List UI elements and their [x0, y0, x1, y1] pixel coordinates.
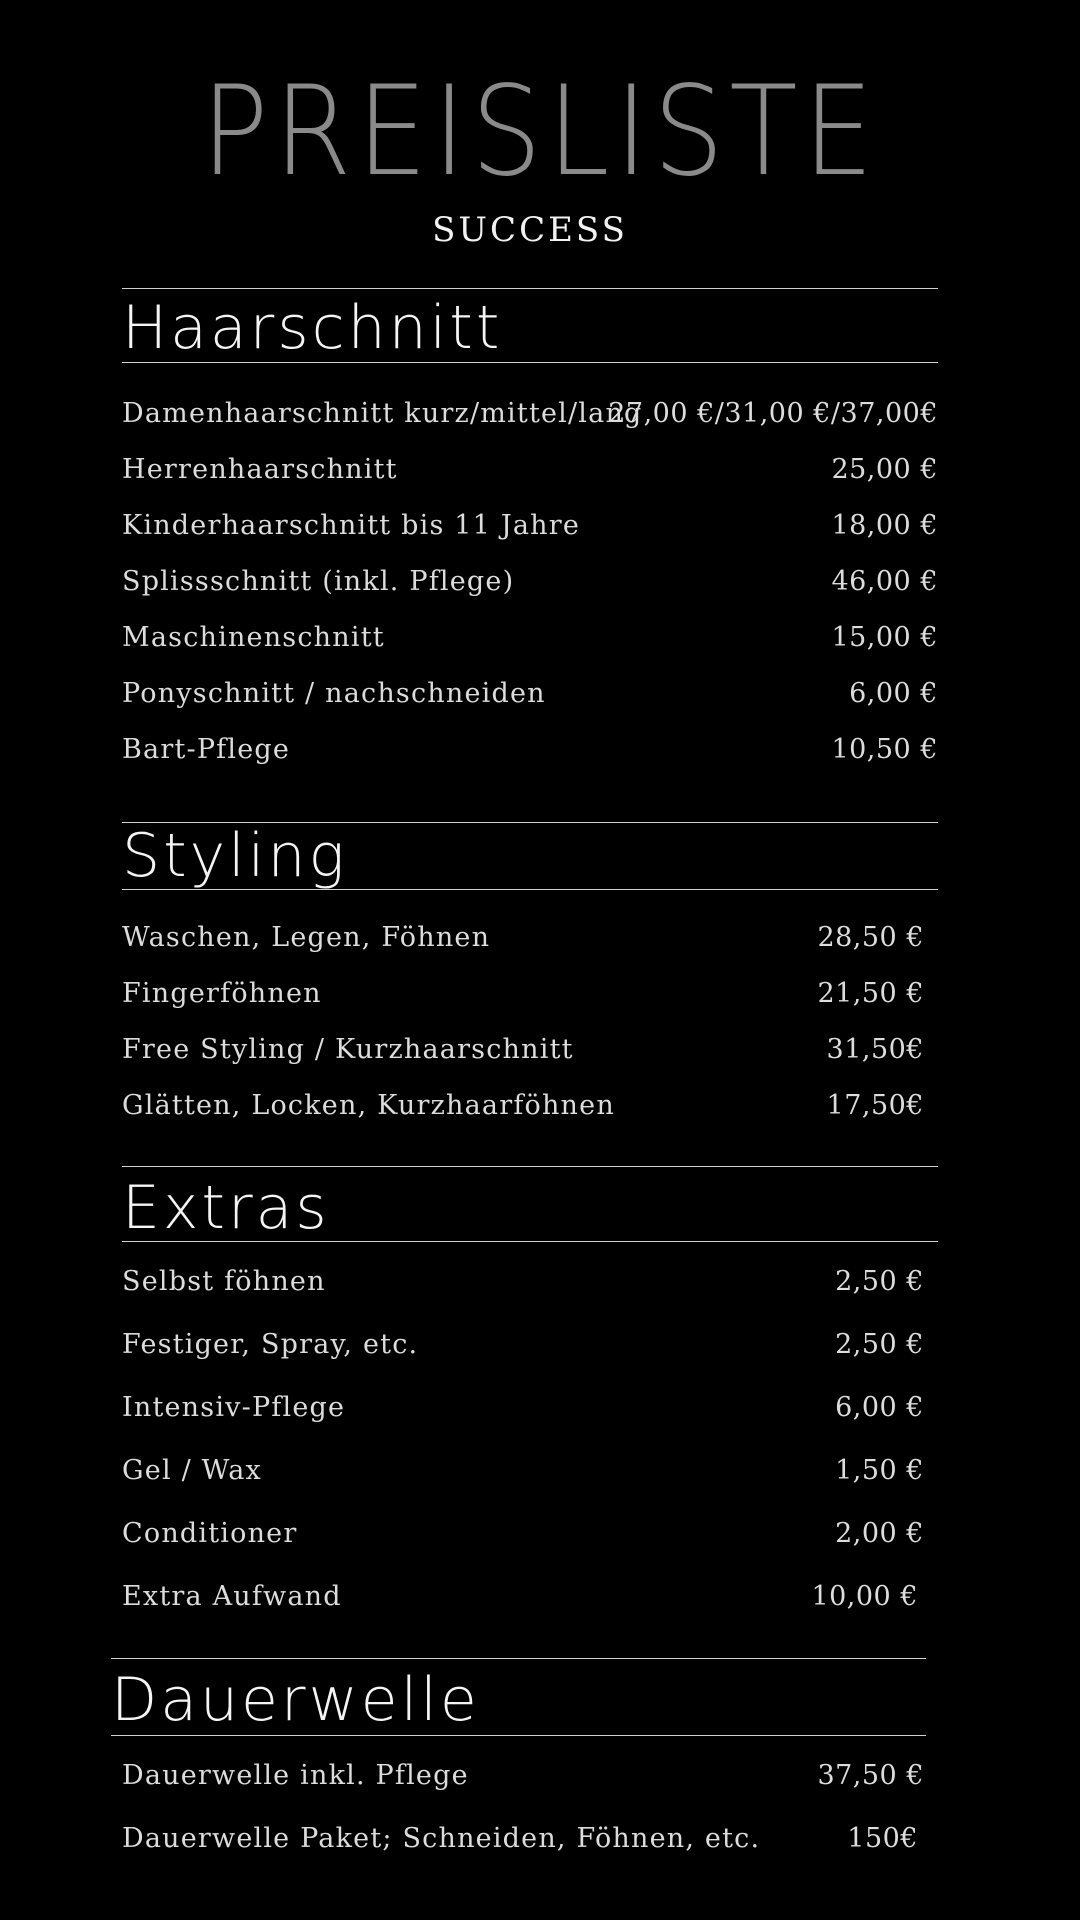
item-name: Herrenhaarschnitt — [122, 454, 398, 485]
section-title: Styling — [122, 821, 348, 891]
list-item — [122, 918, 924, 958]
item-price: 31,50€ — [826, 1034, 924, 1065]
list-item — [122, 1086, 924, 1126]
section-title: Extras — [122, 1173, 330, 1243]
item-name: Bart-Pflege — [122, 734, 291, 765]
item-price: 6,00 € — [849, 678, 938, 709]
list-item — [122, 974, 924, 1014]
page-title: PREISLISTE — [201, 60, 879, 204]
item-name: Glätten, Locken, Kurzhaarföhnen — [122, 1090, 615, 1121]
section-top-rule — [122, 1166, 938, 1167]
item-name: Dauerwelle inkl. Pflege — [122, 1760, 469, 1791]
item-name: Damenhaarschnitt kurz/mittel/lang — [122, 398, 643, 429]
item-name: Selbst föhnen — [122, 1266, 326, 1297]
list-item — [122, 1262, 924, 1302]
item-name: Gel / Wax — [122, 1455, 262, 1486]
item-price: 18,00 € — [831, 510, 938, 541]
item-name: Fingerföhnen — [122, 978, 322, 1009]
item-name: Intensiv-Pflege — [122, 1392, 346, 1423]
list-item — [122, 506, 938, 546]
item-name: Splissschnitt (inkl. Pflege) — [122, 566, 515, 597]
list-item — [122, 730, 938, 770]
list-item — [122, 618, 938, 658]
list-item — [122, 1819, 918, 1859]
list-item — [122, 450, 938, 490]
list-item — [122, 1514, 924, 1554]
item-name: Ponyschnitt / nachschneiden — [122, 678, 546, 709]
item-price: 10,00 € — [811, 1581, 918, 1612]
item-price: 21,50 € — [817, 978, 924, 1009]
item-price: 37,50 € — [817, 1760, 924, 1791]
item-price: 27,00 €/31,00 €/37,00€ — [608, 398, 938, 429]
list-item — [122, 1325, 924, 1365]
item-name: Kinderhaarschnitt bis 11 Jahre — [122, 510, 581, 541]
item-name: Dauerwelle Paket; Schneiden, Föhnen, etc. — [122, 1823, 761, 1854]
item-price: 46,00 € — [831, 566, 938, 597]
list-item — [122, 1030, 924, 1070]
salon-name: SUCCESS — [432, 210, 628, 250]
list-item — [122, 1577, 918, 1617]
item-price: 150€ — [847, 1823, 918, 1854]
list-item — [122, 394, 938, 434]
item-name: Conditioner — [122, 1518, 298, 1549]
item-price: 6,00 € — [835, 1392, 924, 1423]
section-bottom-rule — [122, 1241, 938, 1242]
item-name: Festiger, Spray, etc. — [122, 1329, 419, 1360]
item-price: 28,50 € — [817, 922, 924, 953]
item-name: Maschinenschnitt — [122, 622, 385, 653]
section-top-rule — [122, 288, 938, 289]
list-item — [122, 1451, 924, 1491]
section-top-rule — [111, 1658, 926, 1659]
item-price: 17,50€ — [826, 1090, 924, 1121]
item-price: 1,50 € — [835, 1455, 924, 1486]
item-name: Free Styling / Kurzhaarschnitt — [122, 1034, 574, 1065]
list-item — [122, 674, 938, 714]
section-title: Dauerwelle — [111, 1665, 480, 1735]
section-title: Haarschnitt — [122, 293, 503, 363]
item-name: Waschen, Legen, Föhnen — [122, 922, 491, 953]
section-bottom-rule — [111, 1735, 926, 1736]
item-price: 15,00 € — [831, 622, 938, 653]
item-price: 2,50 € — [835, 1266, 924, 1297]
section-bottom-rule — [122, 889, 938, 890]
item-price: 25,00 € — [831, 454, 938, 485]
item-price: 2,00 € — [835, 1518, 924, 1549]
item-price: 10,50 € — [831, 734, 938, 765]
list-item — [122, 1388, 924, 1428]
list-item — [122, 562, 938, 602]
item-price: 2,50 € — [835, 1329, 924, 1360]
list-item — [122, 1756, 924, 1796]
section-bottom-rule — [122, 362, 938, 363]
item-name: Extra Aufwand — [122, 1581, 342, 1612]
